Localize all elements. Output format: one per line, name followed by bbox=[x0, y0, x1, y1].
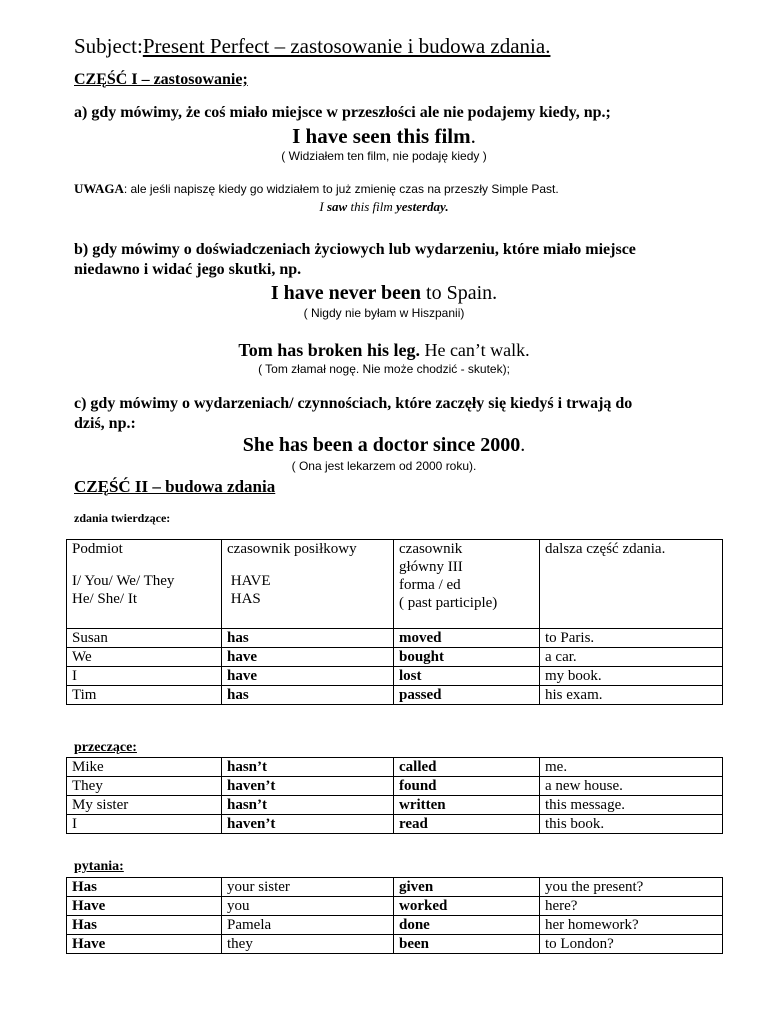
row-auxiliary: has bbox=[222, 686, 394, 705]
table-row bbox=[67, 916, 723, 935]
affirmative-header-row bbox=[67, 540, 723, 629]
question-label: pytania: bbox=[74, 859, 124, 874]
row-verb: passed bbox=[394, 686, 540, 705]
row-auxiliary: Have bbox=[67, 935, 222, 954]
table-row bbox=[67, 796, 723, 815]
row-subject: you bbox=[222, 897, 394, 916]
part1-b-translation1: ( Nigdy nie byłam w Hiszpanii) bbox=[303, 306, 465, 320]
row-auxiliary: have bbox=[222, 648, 394, 667]
affirmative-table bbox=[66, 539, 723, 705]
row-auxiliary: Has bbox=[67, 916, 222, 935]
row-auxiliary: Have bbox=[67, 897, 222, 916]
part1-b-example2: Tom has broken his leg. He can’t walk. bbox=[238, 340, 530, 360]
part1-heading: CZĘŚĆ I – zastosowanie; bbox=[74, 71, 248, 88]
row-verb: lost bbox=[394, 667, 540, 686]
part1-a-example: I have seen this film. bbox=[292, 124, 476, 148]
row-rest: a car. bbox=[540, 648, 723, 667]
row-subject: your sister bbox=[222, 878, 394, 897]
table-row bbox=[67, 935, 723, 954]
header-subject: Podmiot I/ You/ We/ They He/ She/ It bbox=[67, 540, 222, 629]
row-subject: They bbox=[67, 777, 222, 796]
table-row bbox=[67, 667, 723, 686]
row-rest: me. bbox=[540, 758, 723, 777]
row-subject: Tim bbox=[67, 686, 222, 705]
row-auxiliary: Has bbox=[67, 878, 222, 897]
row-rest: his exam. bbox=[540, 686, 723, 705]
part1-b-line1: b) gdy mówimy o doświadczeniach życiowych lub wydarzeniu, które miało miejsce bbox=[74, 241, 636, 258]
part1-a-note bbox=[74, 181, 559, 197]
part1-c-example: She has been a doctor since 2000. bbox=[242, 434, 526, 456]
part2-heading: CZĘŚĆ II – budowa zdania bbox=[74, 477, 276, 496]
table-row bbox=[67, 686, 723, 705]
row-verb: bought bbox=[394, 648, 540, 667]
row-rest: my book. bbox=[540, 667, 723, 686]
table-row bbox=[67, 648, 723, 667]
row-rest: to Paris. bbox=[540, 629, 723, 648]
row-subject: Pamela bbox=[222, 916, 394, 935]
row-subject: Susan bbox=[67, 629, 222, 648]
row-verb: written bbox=[394, 796, 540, 815]
subject-prefix: Subject: bbox=[74, 34, 143, 58]
affirmative-label: zdania twierdzące: bbox=[74, 511, 171, 525]
row-auxiliary: have bbox=[222, 667, 394, 686]
header-auxiliary: czasownik posiłkowy HAVE HAS bbox=[222, 540, 394, 629]
row-rest: a new house. bbox=[540, 777, 723, 796]
row-rest: her homework? bbox=[540, 916, 723, 935]
table-row bbox=[67, 815, 723, 834]
negative-label: przeczące: bbox=[74, 740, 137, 755]
row-auxiliary: hasn’t bbox=[222, 796, 394, 815]
row-verb: called bbox=[394, 758, 540, 777]
subject-title: Present Perfect – zastosowanie i budowa zdania. bbox=[142, 34, 551, 58]
header-main-verb: czasownik główny III forma / ed ( past participle) bbox=[394, 540, 540, 629]
note-text: : ale jeśli napiszę kiedy go widziałem to już zmienię czas na przeszły Simple Past. bbox=[123, 182, 559, 196]
part1-a-note-example: I saw this film yesterday. bbox=[319, 199, 449, 214]
row-verb: done bbox=[394, 916, 540, 935]
row-rest: you the present? bbox=[540, 878, 723, 897]
row-rest: here? bbox=[540, 897, 723, 916]
part1-a-text: a) gdy mówimy, że coś miało miejsce w przeszłości ale nie podajemy kiedy, np.; bbox=[74, 104, 611, 121]
part1-c-line1: c) gdy mówimy o wydarzeniach/ czynnościach, które zaczęły się kiedyś i trwają do bbox=[74, 395, 633, 412]
part1-b-translation2: ( Tom złamał nogę. Nie może chodzić - skutek); bbox=[258, 362, 510, 376]
header-rest: dalsza część zdania. bbox=[540, 540, 723, 629]
row-auxiliary: has bbox=[222, 629, 394, 648]
row-verb: been bbox=[394, 935, 540, 954]
row-subject: I bbox=[67, 815, 222, 834]
row-verb: found bbox=[394, 777, 540, 796]
part1-a-translation: ( Widziałem ten film, nie podaję kiedy ) bbox=[281, 149, 487, 163]
part1-b-line2: niedawno i widać jego skutki, np. bbox=[74, 261, 302, 278]
note-label: UWAGA bbox=[74, 181, 124, 196]
table-row bbox=[67, 878, 723, 897]
row-rest: this book. bbox=[540, 815, 723, 834]
row-rest: to London? bbox=[540, 935, 723, 954]
table-row bbox=[67, 897, 723, 916]
row-verb: read bbox=[394, 815, 540, 834]
negative-table bbox=[66, 757, 723, 834]
row-subject: they bbox=[222, 935, 394, 954]
row-subject: My sister bbox=[67, 796, 222, 815]
row-verb: worked bbox=[394, 897, 540, 916]
row-subject: We bbox=[67, 648, 222, 667]
row-rest: this message. bbox=[540, 796, 723, 815]
question-table bbox=[66, 877, 723, 954]
row-subject: I bbox=[67, 667, 222, 686]
row-auxiliary: haven’t bbox=[222, 815, 394, 834]
table-row bbox=[67, 758, 723, 777]
row-subject: Mike bbox=[67, 758, 222, 777]
part1-b-example1: I have never been to Spain. bbox=[270, 282, 498, 304]
row-auxiliary: haven’t bbox=[222, 777, 394, 796]
row-auxiliary: hasn’t bbox=[222, 758, 394, 777]
table-row bbox=[67, 629, 723, 648]
table-row bbox=[67, 777, 723, 796]
subject-line bbox=[74, 34, 550, 59]
part1-c-translation: ( Ona jest lekarzem od 2000 roku). bbox=[291, 459, 477, 473]
row-verb: moved bbox=[394, 629, 540, 648]
row-verb: given bbox=[394, 878, 540, 897]
part1-c-line2: dziś, np.: bbox=[74, 415, 136, 432]
